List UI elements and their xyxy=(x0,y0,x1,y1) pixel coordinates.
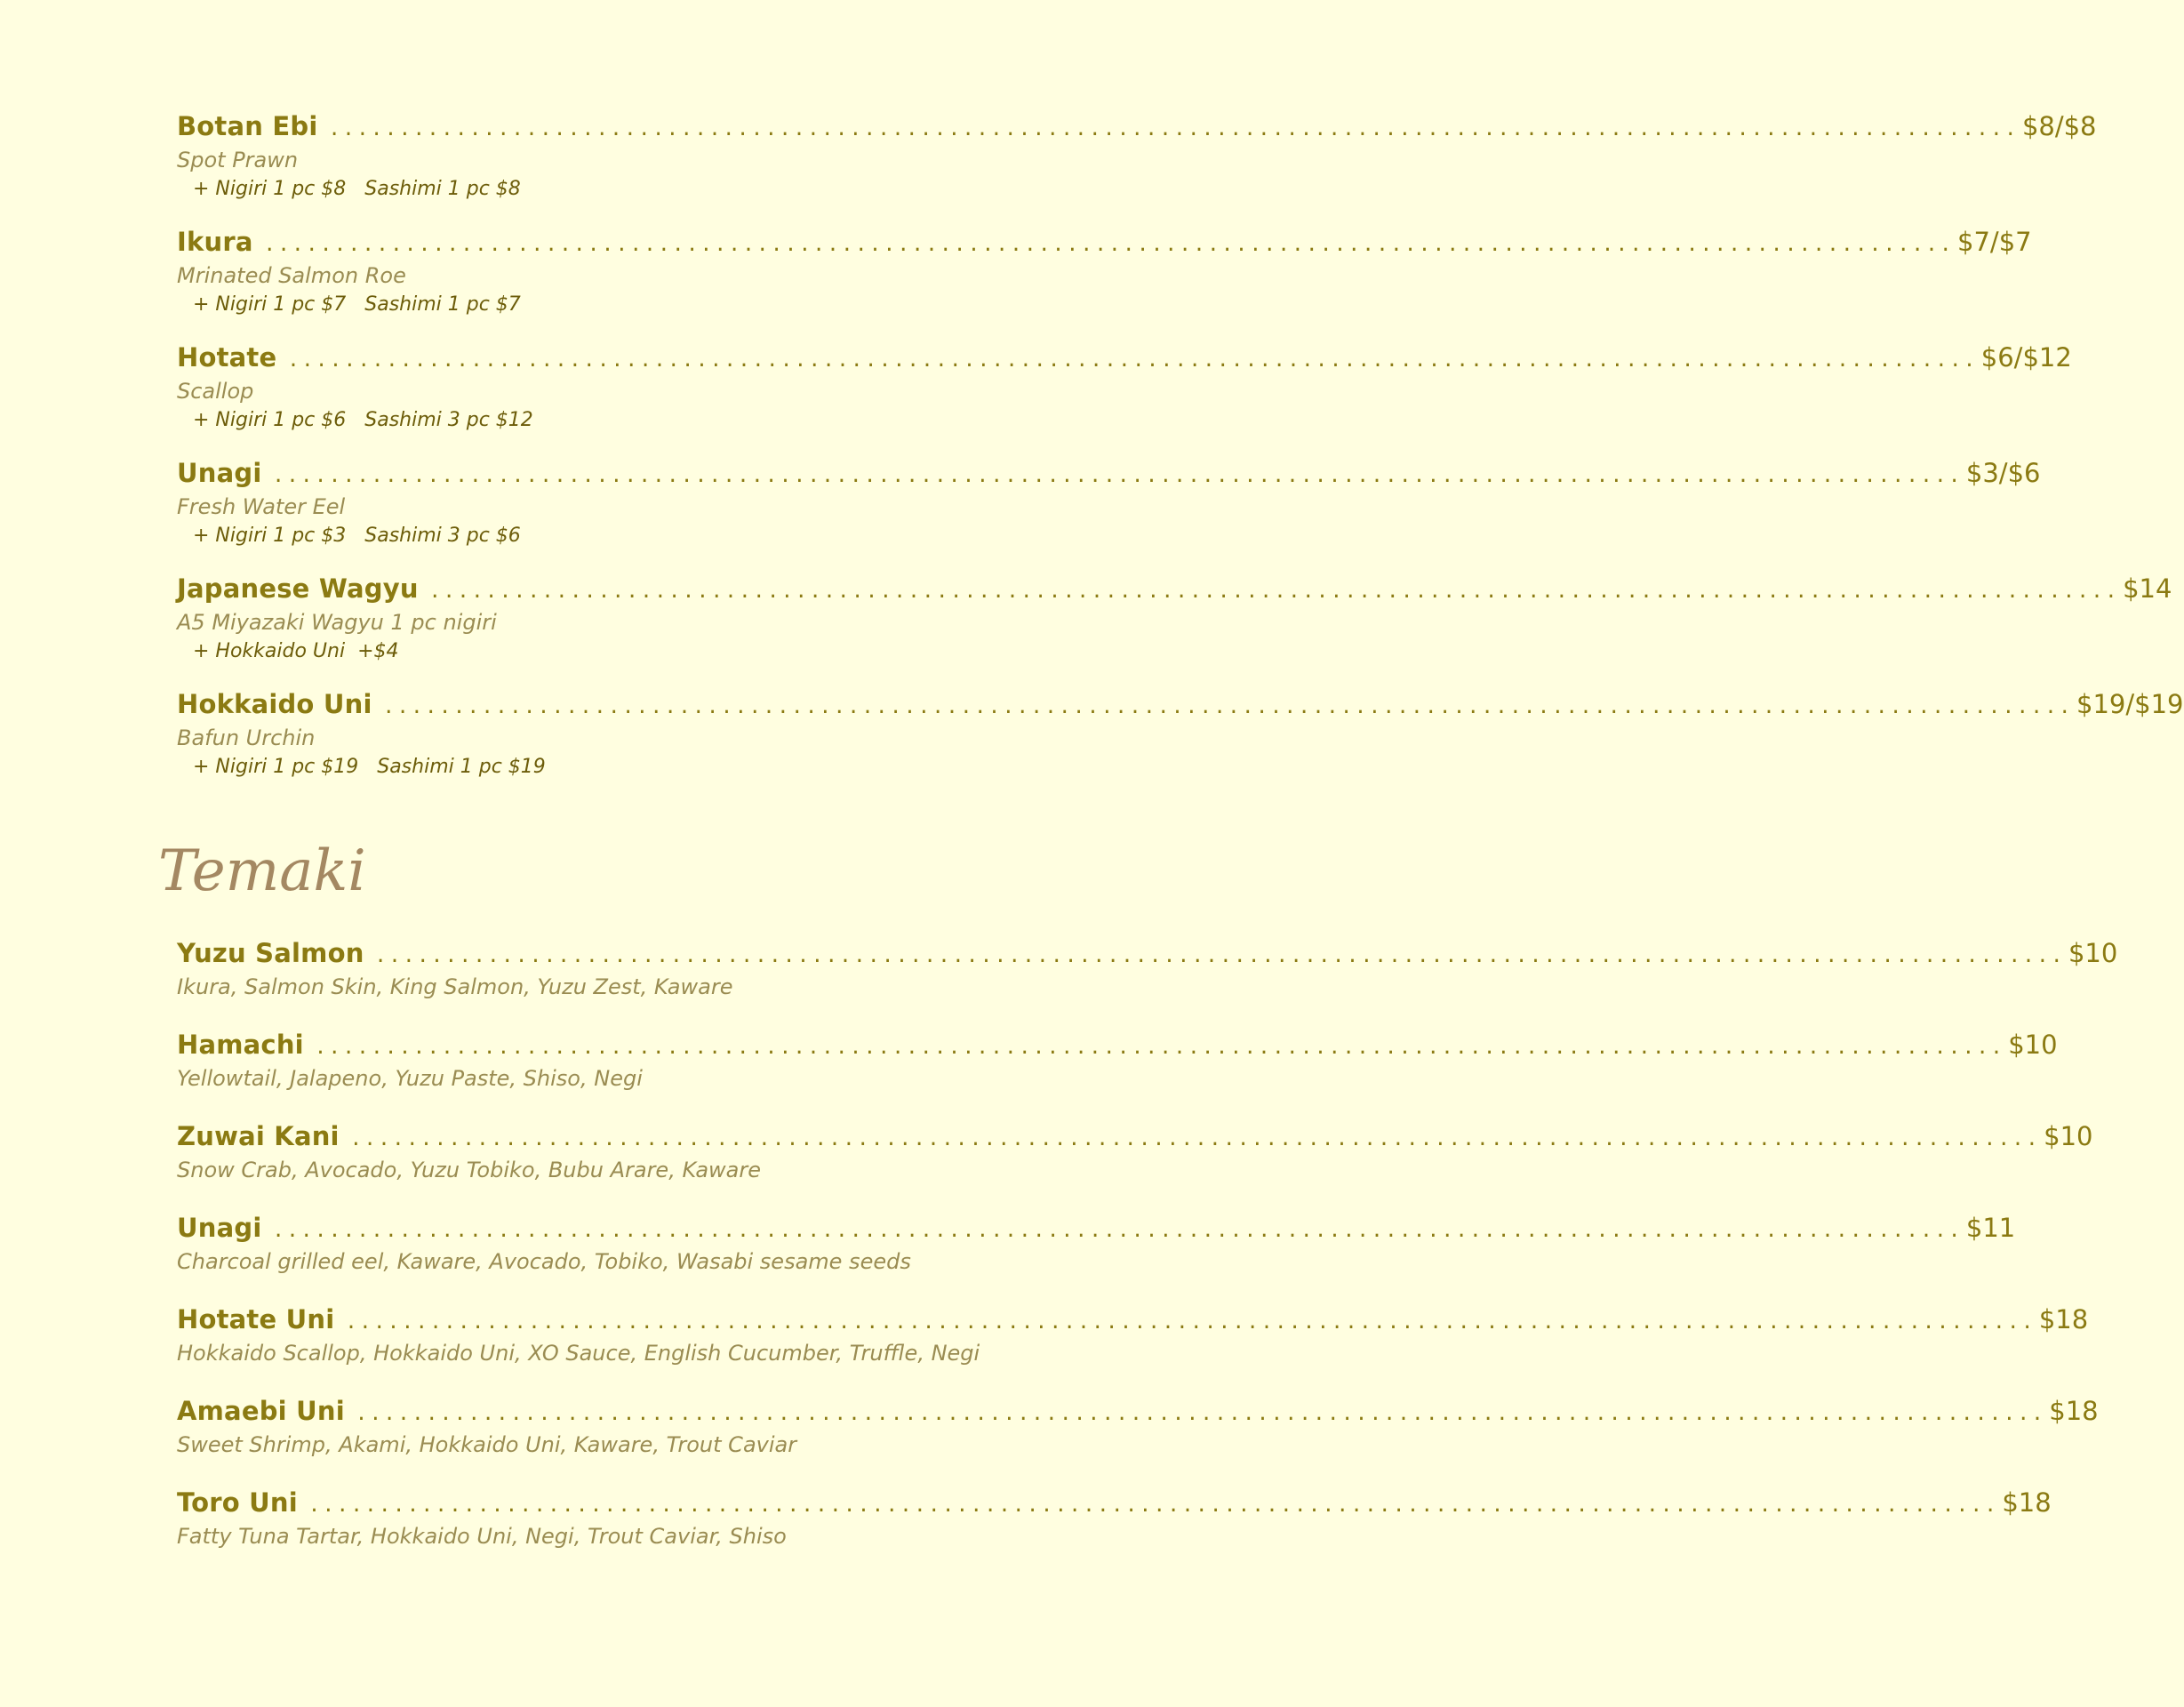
section-title-temaki: Temaki xyxy=(158,838,366,904)
dot-leader: ........................................................................................................................ xyxy=(428,581,2120,603)
item-description: Spot Prawn xyxy=(177,148,299,172)
item-options: + Nigiri 1 pc $6 Sashimi 3 pc $12 xyxy=(193,409,533,431)
item-options: + Nigiri 1 pc $8 Sashimi 1 pc $8 xyxy=(193,178,521,200)
item-options: + Hokkaido Uni +$4 xyxy=(193,640,399,662)
item-description: Mrinated Salmon Roe xyxy=(177,263,406,288)
menu-item-yuzu-salmon xyxy=(177,936,2118,1002)
item-name: Unagi xyxy=(177,458,262,488)
dot-leader: ........................................................................................................................ xyxy=(272,465,1963,487)
item-options: + Nigiri 1 pc $3 Sashimi 3 pc $6 xyxy=(193,525,521,547)
menu-item-unagi-temaki xyxy=(177,1211,2016,1277)
menu-item-botan-ebi xyxy=(177,109,2097,204)
sashimi-list xyxy=(177,109,2184,803)
item-price: $10 xyxy=(2068,938,2118,968)
menu-item-unagi xyxy=(177,456,2041,550)
dot-leader: ........................................................................................................................ xyxy=(349,1128,2041,1150)
dot-leader: ........................................................................................................................ xyxy=(314,1037,2005,1059)
dot-leader: ........................................................................................................................ xyxy=(328,118,2019,140)
item-price: $10 xyxy=(2008,1030,2058,1060)
item-name: Ikura xyxy=(177,227,253,257)
item-price: $18 xyxy=(2038,1304,2089,1334)
item-description: Fresh Water Eel xyxy=(177,494,346,519)
item-name: Zuwai Kani xyxy=(177,1121,340,1151)
dot-leader: ........................................................................................................................ xyxy=(374,945,2065,967)
item-name: Toro Uni xyxy=(177,1487,298,1518)
item-description: Scallop xyxy=(177,379,254,404)
item-options: + Nigiri 1 pc $7 Sashimi 1 pc $7 xyxy=(193,293,521,316)
menu-item-ikura xyxy=(177,225,2032,319)
item-name: Hotate xyxy=(177,342,277,373)
dot-leader: ........................................................................................................................ xyxy=(272,1220,1963,1242)
item-name: Hokkaido Uni xyxy=(177,689,372,719)
item-description: Sweet Shrimp, Akami, Hokkaido Uni, Kaware, Trout Caviar xyxy=(177,1432,797,1457)
dot-leader: ........................................................................................................................ xyxy=(308,1495,1999,1517)
item-price: $19/$19 xyxy=(2076,689,2184,719)
dot-leader: ........................................................................................................................ xyxy=(355,1403,2046,1425)
menu-item-hotate-uni xyxy=(177,1302,2089,1368)
dot-leader: ........................................................................................................................ xyxy=(287,349,1978,372)
menu-item-toro-uni xyxy=(177,1486,2052,1551)
dot-leader: ........................................................................................................................ xyxy=(382,696,2074,718)
item-price: $7/$7 xyxy=(1957,227,2032,257)
item-description: Charcoal grilled eel, Kaware, Avocado, Tobiko, Wasabi sesame seeds xyxy=(177,1249,911,1274)
item-options: + Nigiri 1 pc $19 Sashimi 1 pc $19 xyxy=(193,756,546,778)
menu-item-hotate xyxy=(177,341,2072,435)
item-description: Fatty Tuna Tartar, Hokkaido Uni, Negi, Trout Caviar, Shiso xyxy=(177,1524,787,1549)
item-name: Hamachi xyxy=(177,1030,304,1060)
item-price: $11 xyxy=(1965,1213,2016,1243)
item-price: $18 xyxy=(2049,1396,2099,1426)
item-description: A5 Miyazaki Wagyu 1 pc nigiri xyxy=(177,610,497,635)
item-name: Hotate Uni xyxy=(177,1304,335,1334)
item-description: Snow Crab, Avocado, Yuzu Tobiko, Bubu Arare, Kaware xyxy=(177,1158,762,1182)
menu-item-hokkaido-uni xyxy=(177,687,2184,781)
item-description: Ikura, Salmon Skin, King Salmon, Yuzu Zest, Kaware xyxy=(177,974,733,999)
menu-item-japanese-wagyu xyxy=(177,572,2172,666)
dot-leader: ........................................................................................................................ xyxy=(263,234,1955,256)
item-price: $6/$12 xyxy=(1980,342,2072,373)
item-description: Hokkaido Scallop, Hokkaido Uni, XO Sauce, English Cucumber, Truffle, Negi xyxy=(177,1341,980,1366)
item-name: Botan Ebi xyxy=(177,111,318,141)
item-name: Yuzu Salmon xyxy=(177,938,364,968)
item-price: $14 xyxy=(2123,573,2172,604)
temaki-list xyxy=(177,936,2118,1577)
item-price: $18 xyxy=(2002,1487,2052,1518)
item-name: Unagi xyxy=(177,1213,262,1243)
item-name: Japanese Wagyu xyxy=(177,573,419,604)
item-price: $10 xyxy=(2044,1121,2093,1151)
item-price: $8/$8 xyxy=(2021,111,2097,141)
item-price: $3/$6 xyxy=(1965,458,2041,488)
item-description: Bafun Urchin xyxy=(177,725,316,750)
item-name: Amaebi Uni xyxy=(177,1396,345,1426)
menu-item-zuwai-kani xyxy=(177,1119,2093,1185)
menu-item-hamachi xyxy=(177,1028,2058,1094)
menu-item-amaebi-uni xyxy=(177,1394,2099,1460)
item-description: Yellowtail, Jalapeno, Yuzu Paste, Shiso, Negi xyxy=(177,1066,643,1091)
dot-leader: ........................................................................................................................ xyxy=(345,1311,2036,1334)
